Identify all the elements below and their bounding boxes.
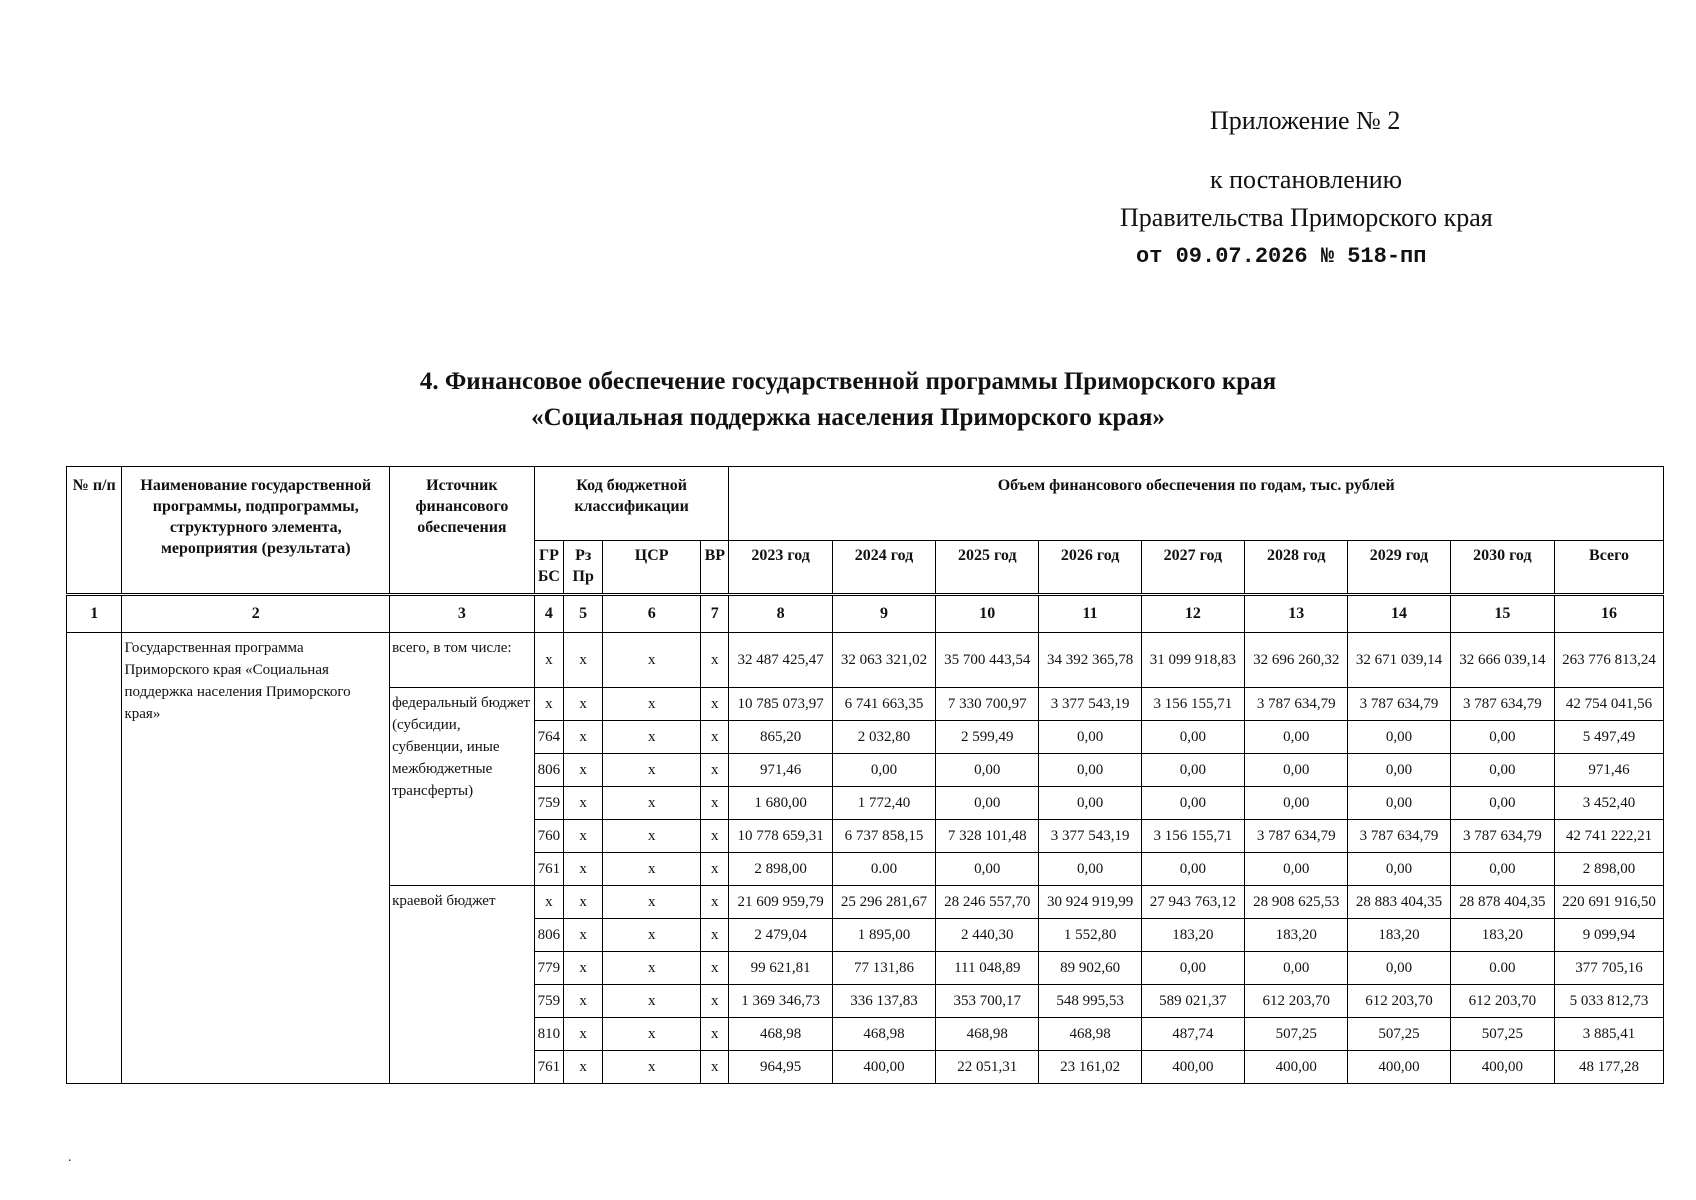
header-vr: ВР <box>701 541 729 595</box>
year-value-cell: 612 203,70 <box>1450 985 1554 1018</box>
vr-cell: x <box>701 754 729 787</box>
year-value-cell: 0,00 <box>1450 721 1554 754</box>
rzpr-cell: x <box>564 985 603 1018</box>
rzpr-cell: x <box>564 688 603 721</box>
year-value-cell: 336 137,83 <box>832 985 935 1018</box>
grbs-cell: 764 <box>534 721 563 754</box>
year-value-cell: 612 203,70 <box>1245 985 1348 1018</box>
csr-cell: x <box>603 754 701 787</box>
year-value-cell: 0,00 <box>1348 787 1450 820</box>
appendix-to-resolution: к постановлению <box>1210 165 1403 194</box>
year-value-cell: 400,00 <box>1348 1051 1450 1084</box>
source-federal: федеральный бюджет (субсидии, субвенции, иные межбюджетные трансферты) <box>390 688 535 886</box>
vr-cell: x <box>701 985 729 1018</box>
year-value-cell: 468,98 <box>832 1018 935 1051</box>
column-number: 3 <box>390 595 535 633</box>
year-value-cell: 35 700 443,54 <box>936 633 1039 688</box>
year-value-cell: 27 943 763,12 <box>1141 886 1244 919</box>
year-value-cell: 0,00 <box>1141 721 1244 754</box>
column-number: 8 <box>729 595 832 633</box>
csr-cell: x <box>603 886 701 919</box>
header-year-2026: 2026 год <box>1039 541 1141 595</box>
column-number: 2 <box>122 595 390 633</box>
year-value-cell: 1 369 346,73 <box>729 985 832 1018</box>
column-number: 16 <box>1555 595 1664 633</box>
total-value-cell: 48 177,28 <box>1555 1051 1664 1084</box>
year-value-cell: 0.00 <box>1450 952 1554 985</box>
program-name: Государственная программа Приморского края «Социальная поддержка населения Приморского края» <box>122 633 390 1084</box>
csr-cell: x <box>603 721 701 754</box>
year-value-cell: 0,00 <box>1141 754 1244 787</box>
year-value-cell: 0,00 <box>1245 787 1348 820</box>
header-year-2023: 2023 год <box>729 541 832 595</box>
year-value-cell: 183,20 <box>1141 919 1244 952</box>
year-value-cell: 0.00 <box>832 853 935 886</box>
year-value-cell: 99 621,81 <box>729 952 832 985</box>
year-value-cell: 0,00 <box>936 787 1039 820</box>
year-value-cell: 3 156 155,71 <box>1141 820 1244 853</box>
year-value-cell: 0,00 <box>1141 853 1244 886</box>
total-value-cell: 5 497,49 <box>1555 721 1664 754</box>
year-value-cell: 0,00 <box>1450 853 1554 886</box>
year-value-cell: 2 479,04 <box>729 919 832 952</box>
header-year-2028: 2028 год <box>1245 541 1348 595</box>
vr-cell: x <box>701 787 729 820</box>
vr-cell: x <box>701 1018 729 1051</box>
rzpr-cell: x <box>564 919 603 952</box>
year-value-cell: 3 787 634,79 <box>1450 820 1554 853</box>
column-number: 13 <box>1245 595 1348 633</box>
total-value-cell: 5 033 812,73 <box>1555 985 1664 1018</box>
grbs-cell: x <box>534 633 563 688</box>
year-value-cell: 487,74 <box>1141 1018 1244 1051</box>
year-value-cell: 89 902,60 <box>1039 952 1141 985</box>
year-value-cell: 1 552,80 <box>1039 919 1141 952</box>
year-value-cell: 3 787 634,79 <box>1245 820 1348 853</box>
year-value-cell: 507,25 <box>1245 1018 1348 1051</box>
year-value-cell: 28 908 625,53 <box>1245 886 1348 919</box>
csr-cell: x <box>603 1018 701 1051</box>
total-value-cell: 220 691 916,50 <box>1555 886 1664 919</box>
financing-table <box>66 466 1664 1084</box>
year-value-cell: 400,00 <box>832 1051 935 1084</box>
year-value-cell: 6 737 858,15 <box>832 820 935 853</box>
column-number: 5 <box>564 595 603 633</box>
vr-cell: x <box>701 919 729 952</box>
header-grbs: ГР БС <box>534 541 563 595</box>
csr-cell: x <box>603 952 701 985</box>
year-value-cell: 7 330 700,97 <box>936 688 1039 721</box>
year-value-cell: 0,00 <box>1348 754 1450 787</box>
year-value-cell: 0,00 <box>1039 853 1141 886</box>
grbs-cell: 759 <box>534 985 563 1018</box>
year-value-cell: 25 296 281,67 <box>832 886 935 919</box>
year-value-cell: 0,00 <box>1039 787 1141 820</box>
year-value-cell: 183,20 <box>1245 919 1348 952</box>
year-value-cell: 0,00 <box>1450 754 1554 787</box>
grbs-cell: 779 <box>534 952 563 985</box>
year-value-cell: 1 680,00 <box>729 787 832 820</box>
year-value-cell: 0,00 <box>1141 787 1244 820</box>
header-budget-code: Код бюджетной классификации <box>534 467 729 541</box>
year-value-cell: 183,20 <box>1450 919 1554 952</box>
year-value-cell: 400,00 <box>1450 1051 1554 1084</box>
year-value-cell: 2 599,49 <box>936 721 1039 754</box>
header-num: № п/п <box>67 467 122 595</box>
title-text-1: 4. Финансовое обеспечение государственной программы Приморского края <box>419 368 1277 395</box>
header-year-2024: 2024 год <box>832 541 935 595</box>
year-value-cell: 3 787 634,79 <box>1348 820 1450 853</box>
total-value-cell: 9 099,94 <box>1555 919 1664 952</box>
year-value-cell: 31 099 918,83 <box>1141 633 1244 688</box>
year-value-cell: 0,00 <box>1348 952 1450 985</box>
header-volume: Объем финансового обеспечения по годам, тыс. рублей <box>729 467 1664 541</box>
year-value-cell: 28 878 404,35 <box>1450 886 1554 919</box>
document-title-line2: «Социальная поддержка населения Приморского края» <box>531 404 1165 431</box>
year-value-cell: 111 048,89 <box>936 952 1039 985</box>
appendix-government: Правительства Приморского края <box>1120 203 1493 232</box>
year-value-cell: 22 051,31 <box>936 1051 1039 1084</box>
rzpr-cell: x <box>564 633 603 688</box>
year-value-cell: 0,00 <box>936 853 1039 886</box>
header-year-2029: 2029 год <box>1348 541 1450 595</box>
rzpr-cell: x <box>564 787 603 820</box>
year-value-cell: 34 392 365,78 <box>1039 633 1141 688</box>
total-value-cell: 42 741 222,21 <box>1555 820 1664 853</box>
year-value-cell: 28 883 404,35 <box>1348 886 1450 919</box>
header-year-2027: 2027 год <box>1141 541 1244 595</box>
year-value-cell: 7 328 101,48 <box>936 820 1039 853</box>
rzpr-cell: x <box>564 1051 603 1084</box>
grbs-cell: x <box>534 688 563 721</box>
year-value-cell: 1 895,00 <box>832 919 935 952</box>
total-value-cell: 377 705,16 <box>1555 952 1664 985</box>
column-number: 10 <box>936 595 1039 633</box>
year-value-cell: 32 666 039,14 <box>1450 633 1554 688</box>
year-value-cell: 32 487 425,47 <box>729 633 832 688</box>
year-value-cell: 32 063 321,02 <box>832 633 935 688</box>
vr-cell: x <box>701 633 729 688</box>
year-value-cell: 183,20 <box>1348 919 1450 952</box>
appendix-date-number: от 09.07.2026 № 518-пп <box>1136 244 1427 269</box>
year-value-cell: 23 161,02 <box>1039 1051 1141 1084</box>
total-value-cell: 263 776 813,24 <box>1555 633 1664 688</box>
year-value-cell: 400,00 <box>1141 1051 1244 1084</box>
year-value-cell: 21 609 959,79 <box>729 886 832 919</box>
year-value-cell: 865,20 <box>729 721 832 754</box>
total-value-cell: 2 898,00 <box>1555 853 1664 886</box>
year-value-cell: 10 778 659,31 <box>729 820 832 853</box>
year-value-cell: 548 995,53 <box>1039 985 1141 1018</box>
rzpr-cell: x <box>564 721 603 754</box>
rzpr-cell: x <box>564 886 603 919</box>
year-value-cell: 507,25 <box>1450 1018 1554 1051</box>
year-value-cell: 28 246 557,70 <box>936 886 1039 919</box>
year-value-cell: 612 203,70 <box>1348 985 1450 1018</box>
header-year-2025: 2025 год <box>936 541 1039 595</box>
header-rzpr: Рз Пр <box>564 541 603 595</box>
vr-cell: x <box>701 886 729 919</box>
header-total: Всего <box>1555 541 1664 595</box>
column-number: 11 <box>1039 595 1141 633</box>
csr-cell: x <box>603 853 701 886</box>
year-value-cell: 0,00 <box>936 754 1039 787</box>
year-value-cell: 3 787 634,79 <box>1450 688 1554 721</box>
year-value-cell: 589 021,37 <box>1141 985 1244 1018</box>
header-source: Источник финансового обеспечения <box>390 467 535 595</box>
table-body <box>67 595 1664 1084</box>
column-number: 14 <box>1348 595 1450 633</box>
vr-cell: x <box>701 952 729 985</box>
source-regional: краевой бюджет <box>390 886 535 1084</box>
row-number-cell <box>67 633 122 1084</box>
year-value-cell: 0,00 <box>1039 721 1141 754</box>
year-value-cell: 32 671 039,14 <box>1348 633 1450 688</box>
year-value-cell: 0,00 <box>1348 853 1450 886</box>
year-value-cell: 0,00 <box>1245 721 1348 754</box>
year-value-cell: 0,00 <box>1450 787 1554 820</box>
column-number: 4 <box>534 595 563 633</box>
rzpr-cell: x <box>564 952 603 985</box>
year-value-cell: 0,00 <box>1348 721 1450 754</box>
year-value-cell: 2 898,00 <box>729 853 832 886</box>
year-value-cell: 3 787 634,79 <box>1348 688 1450 721</box>
year-value-cell: 400,00 <box>1245 1051 1348 1084</box>
csr-cell: x <box>603 919 701 952</box>
year-value-cell: 468,98 <box>936 1018 1039 1051</box>
rzpr-cell: x <box>564 853 603 886</box>
year-value-cell: 77 131,86 <box>832 952 935 985</box>
rzpr-cell: x <box>564 754 603 787</box>
column-number: 15 <box>1450 595 1554 633</box>
vr-cell: x <box>701 1051 729 1084</box>
grbs-cell: 760 <box>534 820 563 853</box>
year-value-cell: 3 377 543,19 <box>1039 688 1141 721</box>
footer-mark: . <box>68 1150 72 1165</box>
source-total: всего, в том числе: <box>390 633 535 688</box>
header-csr: ЦСР <box>603 541 701 595</box>
vr-cell: x <box>701 721 729 754</box>
year-value-cell: 32 696 260,32 <box>1245 633 1348 688</box>
grbs-cell: 761 <box>534 853 563 886</box>
year-value-cell: 3 377 543,19 <box>1039 820 1141 853</box>
year-value-cell: 971,46 <box>729 754 832 787</box>
year-value-cell: 0,00 <box>1245 952 1348 985</box>
year-value-cell: 6 741 663,35 <box>832 688 935 721</box>
document-title-line1 <box>0 368 1696 396</box>
grbs-cell: x <box>534 886 563 919</box>
year-value-cell: 0,00 <box>1245 754 1348 787</box>
rzpr-cell: x <box>564 1018 603 1051</box>
year-value-cell: 10 785 073,97 <box>729 688 832 721</box>
csr-cell: x <box>603 985 701 1018</box>
column-number-row <box>67 595 1664 633</box>
rzpr-cell: x <box>564 820 603 853</box>
column-number: 7 <box>701 595 729 633</box>
total-value-cell: 3 452,40 <box>1555 787 1664 820</box>
column-number: 12 <box>1141 595 1244 633</box>
total-value-cell: 971,46 <box>1555 754 1664 787</box>
grbs-cell: 761 <box>534 1051 563 1084</box>
vr-cell: x <box>701 688 729 721</box>
grbs-cell: 806 <box>534 919 563 952</box>
vr-cell: x <box>701 820 729 853</box>
year-value-cell: 0,00 <box>1245 853 1348 886</box>
header-year-2030: 2030 год <box>1450 541 1554 595</box>
column-number: 6 <box>603 595 701 633</box>
year-value-cell: 964,95 <box>729 1051 832 1084</box>
column-number: 9 <box>832 595 935 633</box>
grbs-cell: 810 <box>534 1018 563 1051</box>
year-value-cell: 3 156 155,71 <box>1141 688 1244 721</box>
year-value-cell: 0,00 <box>1141 952 1244 985</box>
year-value-cell: 30 924 919,99 <box>1039 886 1141 919</box>
year-value-cell: 0,00 <box>832 754 935 787</box>
vr-cell: x <box>701 853 729 886</box>
year-value-cell: 2 032,80 <box>832 721 935 754</box>
csr-cell: x <box>603 633 701 688</box>
year-value-cell: 2 440,30 <box>936 919 1039 952</box>
csr-cell: x <box>603 1051 701 1084</box>
year-value-cell: 0,00 <box>1039 754 1141 787</box>
year-value-cell: 3 787 634,79 <box>1245 688 1348 721</box>
csr-cell: x <box>603 787 701 820</box>
csr-cell: x <box>603 688 701 721</box>
year-value-cell: 353 700,17 <box>936 985 1039 1018</box>
year-value-cell: 507,25 <box>1348 1018 1450 1051</box>
appendix-number: Приложение № 2 <box>1210 106 1401 135</box>
year-value-cell: 468,98 <box>729 1018 832 1051</box>
year-value-cell: 468,98 <box>1039 1018 1141 1051</box>
grbs-cell: 806 <box>534 754 563 787</box>
table-row <box>67 633 1664 688</box>
column-number: 1 <box>67 595 122 633</box>
year-value-cell: 1 772,40 <box>832 787 935 820</box>
total-value-cell: 3 885,41 <box>1555 1018 1664 1051</box>
grbs-cell: 759 <box>534 787 563 820</box>
header-name: Наименование государственной программы, подпрограммы, структурного элемента, мероприятия (результата) <box>122 467 390 595</box>
total-value-cell: 42 754 041,56 <box>1555 688 1664 721</box>
csr-cell: x <box>603 820 701 853</box>
